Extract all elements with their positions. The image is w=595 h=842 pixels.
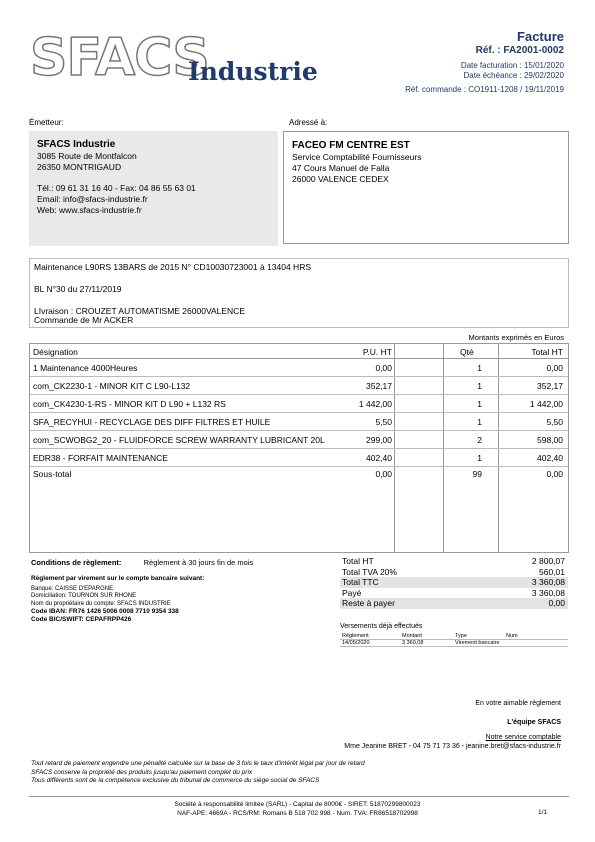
row-designation: Sous-total [33,469,72,479]
total-label: Total HT [342,556,374,566]
total-value: 3 360,08 [531,577,565,587]
emitter-label: Émetteur: [29,118,64,127]
sign-greeting: En votre aimable règlement [475,700,561,707]
invoice-dates [405,61,564,81]
emitter-web[interactable]: Web: www.sfacs-industrie.fr [37,205,142,215]
row-unit-price: 0,00 [375,363,392,373]
legal-line3: Tous différents sont de la compétence exclusive du tribunal de commerce du siège social de SFACS [31,777,320,784]
total-value: 2 800,07 [531,556,565,566]
total-value: 3 360,08 [531,587,565,598]
payments-col-type: Type [455,633,467,639]
recipient-line1: Service Comptabilité Fournisseurs [292,152,422,162]
recipient-line2: 47 Cours Manuel de Falla [292,163,390,173]
row-divider [30,448,568,449]
date-echeance: Date échéance : 29/02/2020 [463,71,564,80]
bank-domiciliation: Domiciliation: TOURNON SUR RHONE [31,593,137,599]
total-label: Reste à payer [342,598,395,608]
emitter-address2: 26350 MONTRIGAUD [37,162,122,172]
payments-col-montant: Montant [402,633,422,639]
row-total: 0,00 [546,469,563,479]
row-total: 1 442,00 [529,399,563,409]
total-row [340,588,568,599]
recipient-box [283,131,569,244]
bank-heading: Règlement par virement sur le compte bancaire suivant: [31,575,205,582]
row-divider [30,376,568,377]
payments-title: Versements déjà effectués [340,623,423,630]
row-designation: com_CK2230-1 - MINOR KIT C L90-L132 [33,381,191,391]
total-label: Total TTC [342,577,379,587]
row-designation: SFA_RECYHUI - RECYCLAGE DES DIFF FILTRES ET HUILE [33,417,271,427]
row-quantity: 1 [477,381,482,391]
conditions-label: Conditions de règlement: [31,558,122,567]
row-quantity: 1 [477,399,482,409]
bank-iban: Code IBAN: FR76 1426 5006 0008 7710 9354 338 [31,608,179,615]
conditions-value: Règlement à 30 jours fin de mois [143,558,254,567]
invoice-header [405,30,564,95]
description-box [29,258,569,328]
payment-date: 14/05/2020 [342,640,370,646]
row-designation: com_CK4230-1-RS - MINOR KIT D L90 + L132 RS [33,399,226,409]
recipient-line3: 26000 VALENCE CEDEX [292,174,389,184]
description-line4: Commande de Mr ACKER [34,315,134,325]
date-facturation: Date facturation : 15/01/2020 [460,61,564,70]
ref-commande: Réf. commande : CO1911-1208 / 19/11/2019 [405,85,564,94]
logo-brand: SFACS [30,28,209,88]
items-table [29,343,569,553]
total-label: Total TVA 20% [342,566,397,577]
payment-type: Virement bancaire [455,640,500,646]
row-quantity: 2 [477,435,482,445]
header-designation: Désignation [33,347,78,357]
bank-owner: Nom du propriétaire du compte: SFACS INDUSTRIE [31,600,171,607]
description-line3: LIvraison : CROUZET AUTOMATISME 26000VALENCE [34,306,245,316]
payment-amount: 3 360,08 [402,640,424,646]
row-total: 402,40 [537,453,563,463]
row-designation: 1 Maintenance 4000Heures [33,363,138,373]
header-pu: P.U. HT [362,347,392,357]
legal-line2: SFACS conserve la propriété des produits jusqu'au paiement complet du prix [31,768,253,776]
description-line1: Maintenance L90RS 13BARS de 2015 N° CD10030723001 à 13404 HRS [34,262,312,272]
totals-block [340,556,568,609]
emitter-name: SFACS Industrie [37,139,116,150]
payments-header [340,633,568,640]
footer-divider [29,796,569,797]
total-label: Payé [342,587,362,598]
logo-suffix: Industrie [188,57,318,86]
sign-team: L'équipe SFACS [507,719,561,726]
payment-conditions [31,558,253,567]
row-divider [30,430,568,431]
header-qte: Qté [460,347,474,357]
total-row [340,598,568,609]
bank-bic: Code BIC/SWIFT: CEPAFRPP426 [31,616,132,623]
payments-col-reglement: Règlement [342,633,369,639]
bank-details [31,575,204,624]
payments-made [340,623,568,647]
row-quantity: 1 [477,363,482,373]
row-total: 0,00 [546,363,563,373]
footer-line1: Société à responsabilité limitée (SARL) - Capital de 8000€ - SIRET: 51870299800023 [174,801,421,808]
footer [0,800,595,818]
row-total: 5,50 [546,417,563,427]
invoice-ref: Réf. : FA2001-0002 [475,45,564,56]
sign-service: Notre service comptable [485,734,561,741]
total-row [340,556,568,567]
row-unit-price: 1 442,00 [358,399,392,409]
row-designation: com_SCWOBG2_20 - FLUIDFORCE SCREW WARRANTY LUBRICANT 20L [33,435,325,445]
total-row [340,577,568,588]
row-total: 352,17 [537,381,563,391]
emitter-box [29,131,278,246]
total-value: 0,00 [548,598,565,608]
row-designation: EDR38 - FORFAIT MAINTENANCE [33,453,168,463]
emitter-phone: Tél.: 09 61 31 16 40 - Fax: 04 86 55 63 01 [37,183,196,193]
sign-contact: Mme Jeanine BRET - 04 75 71 73 36 - jeanine.bret@sfacs-industrie.fr [344,743,561,750]
row-divider [30,394,568,395]
total-row [340,567,568,578]
invoice-title: Facture [517,29,564,44]
row-quantity: 1 [477,417,482,427]
page-number: 1/1 [537,809,547,816]
row-unit-price: 5,50 [375,417,392,427]
header-total: Total HT [531,347,563,357]
row-divider [30,466,568,467]
total-value: 560,01 [539,566,565,577]
table-header [30,344,568,359]
payments-col-num: Num [506,633,518,639]
footer-line2: NAF-APE: 4669A - RCS/RM: Romans B 518 702 998 - Num. TVA: FR86518702998 [177,810,418,817]
row-unit-price: 299,00 [366,435,392,445]
row-unit-price: 0,00 [375,469,392,479]
recipient-name: FACEO FM CENTRE EST [292,140,410,151]
row-total: 598,00 [537,435,563,445]
currency-note: Montants exprimés en Euros [468,333,564,342]
row-unit-price: 352,17 [366,381,392,391]
payments-row [340,640,568,647]
description-line2: BL N°30 du 27/11/2019 [34,284,122,294]
row-quantity: 1 [477,453,482,463]
legal-line1: Tout retard de paiement engendre une pénalité calculée sur la base de 3 fois le taux d'intérêt légal par jour de retard [31,760,365,767]
row-unit-price: 402,40 [366,453,392,463]
row-divider [30,412,568,413]
emitter-address1: 3085 Route de Montfalcon [37,151,137,161]
legal-notes [31,760,365,786]
row-quantity: 99 [472,469,482,479]
emitter-email[interactable]: Email: info@sfacs-industrie.fr [37,194,148,204]
bank-name: Banque: CAISSE D'EPARGNE [31,585,114,592]
recipient-label: Adressé à: [289,118,328,127]
company-logo [30,30,320,90]
